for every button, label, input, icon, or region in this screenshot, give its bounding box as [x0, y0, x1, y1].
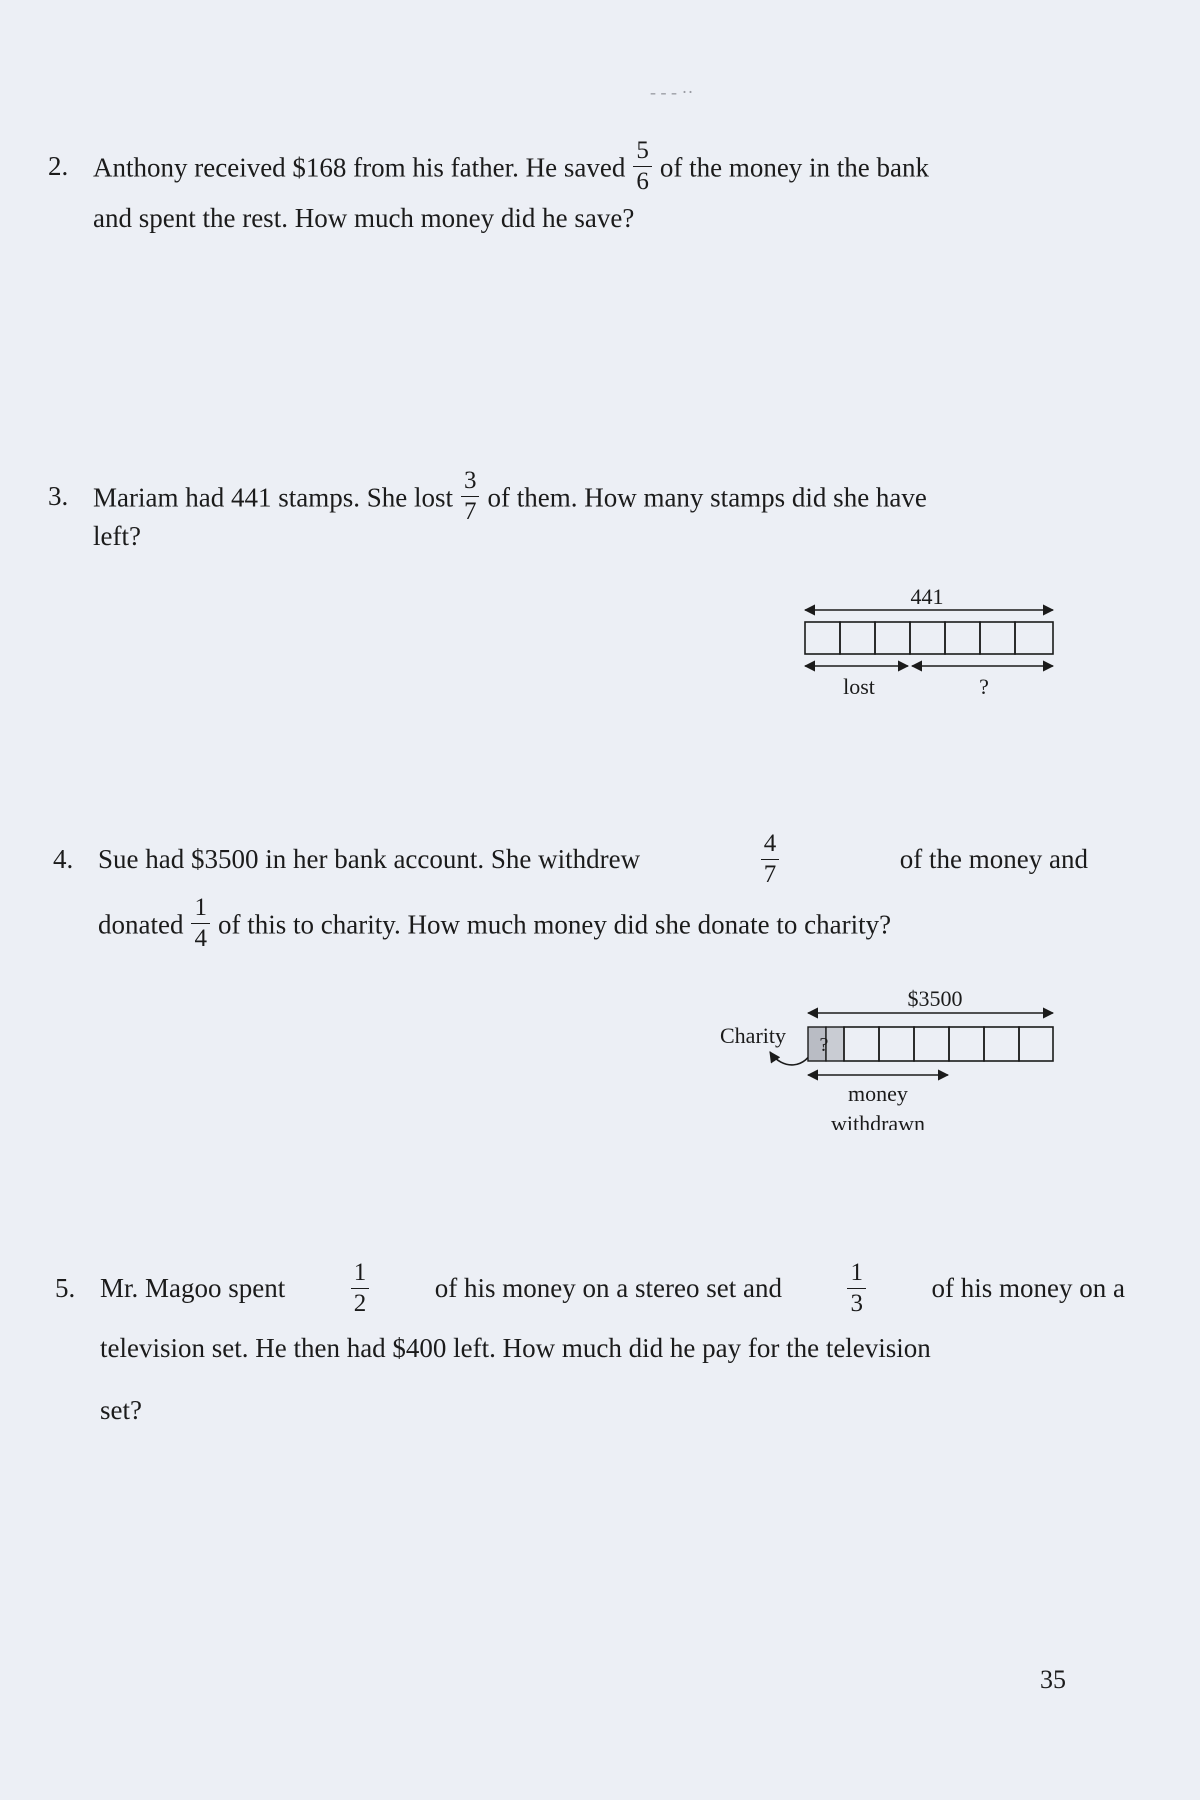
denominator: 6	[636, 168, 649, 195]
fraction	[633, 136, 652, 197]
withdrawn-label-line-1: money	[848, 1081, 908, 1106]
problem-line-1	[100, 1259, 1125, 1323]
withdrawn-label-line-2: withdrawn	[830, 1111, 926, 1130]
bar-unit	[914, 1027, 949, 1061]
problem-number: 2.	[48, 151, 69, 181]
problem-text: of his money on a	[931, 1273, 1125, 1303]
numerator: 1	[847, 1258, 866, 1289]
bar-unit	[805, 622, 840, 654]
unknown-label: ?	[979, 674, 989, 699]
lost-label: lost	[843, 674, 875, 699]
problem-text: Mariam had 441 stamps. She lost	[93, 482, 453, 513]
unit-bar	[808, 1027, 1053, 1061]
problem-text: of this to charity. How much money did she donate to charity?	[217, 909, 892, 940]
problem-number: 5.	[55, 1273, 76, 1303]
problem-line-2	[98, 894, 892, 958]
bar-unit	[949, 1027, 984, 1061]
problem-line-3: set?	[100, 1395, 142, 1425]
bar-unit	[910, 622, 945, 654]
fraction	[191, 893, 210, 954]
denominator: 3	[850, 1290, 863, 1317]
fraction	[761, 829, 780, 890]
denominator: 7	[763, 861, 777, 888]
bar-unit	[945, 622, 980, 654]
numerator: 1	[351, 1258, 370, 1289]
problem-4	[53, 830, 1093, 963]
unit-bar	[805, 622, 1053, 654]
bar-unit	[1019, 1027, 1053, 1061]
bar-unit	[840, 622, 875, 654]
problem-text: of them. How many stamps did she have	[487, 482, 927, 513]
problem-line-2: and spent the rest. How much money did he save?	[93, 203, 635, 233]
denominator: 2	[353, 1290, 367, 1317]
bar-unit	[875, 622, 910, 654]
fraction	[847, 1258, 866, 1319]
denominator: 7	[463, 498, 477, 525]
unknown-label: ?	[819, 1034, 829, 1056]
fraction	[351, 1258, 370, 1319]
problem-text: Sue had $3500 in her bank account. She withdrew	[98, 844, 641, 874]
numerator: 3	[461, 466, 480, 497]
bar-unit	[984, 1027, 1019, 1061]
problem-text: of the money and	[899, 844, 1088, 874]
bar-model-diagram-4	[710, 980, 1080, 1130]
bar-model-diagram-3	[795, 580, 1075, 710]
problem-line-1	[93, 467, 927, 531]
numerator: 5	[633, 136, 652, 167]
total-label: 441	[910, 584, 944, 609]
denominator: 4	[194, 925, 207, 952]
fraction	[461, 466, 480, 527]
problem-3	[48, 467, 1088, 580]
problem-text: Mr. Magoo spent	[100, 1273, 286, 1303]
charity-label: Charity	[720, 1023, 786, 1048]
bar-unit	[844, 1027, 879, 1061]
bar-unit	[980, 622, 1015, 654]
problem-text: of his money on a stereo set and	[434, 1273, 782, 1303]
page-number: 35	[1040, 1665, 1066, 1694]
scan-speck: ‐ ‐ ‐ ··	[650, 82, 694, 102]
bar-unit	[1015, 622, 1053, 654]
total-label: $3500	[907, 986, 963, 1011]
problem-2	[48, 137, 1088, 250]
numerator: 4	[761, 829, 780, 860]
problem-line-1	[98, 830, 1088, 894]
problem-5	[55, 1259, 1125, 1442]
problem-text: donated	[98, 909, 184, 940]
problem-number: 4.	[53, 844, 74, 874]
problem-text: of the money in the bank	[659, 152, 930, 183]
problem-text: Anthony received $168 from his father. He saved	[93, 152, 626, 183]
bar-unit-shaded	[826, 1027, 844, 1061]
problem-line-2: left?	[93, 521, 141, 551]
bar-unit	[879, 1027, 914, 1061]
numerator: 1	[191, 893, 210, 924]
problem-number: 3.	[48, 481, 69, 511]
problem-line-2: television set. He then had $400 left. How much did he pay for the television	[100, 1333, 931, 1363]
